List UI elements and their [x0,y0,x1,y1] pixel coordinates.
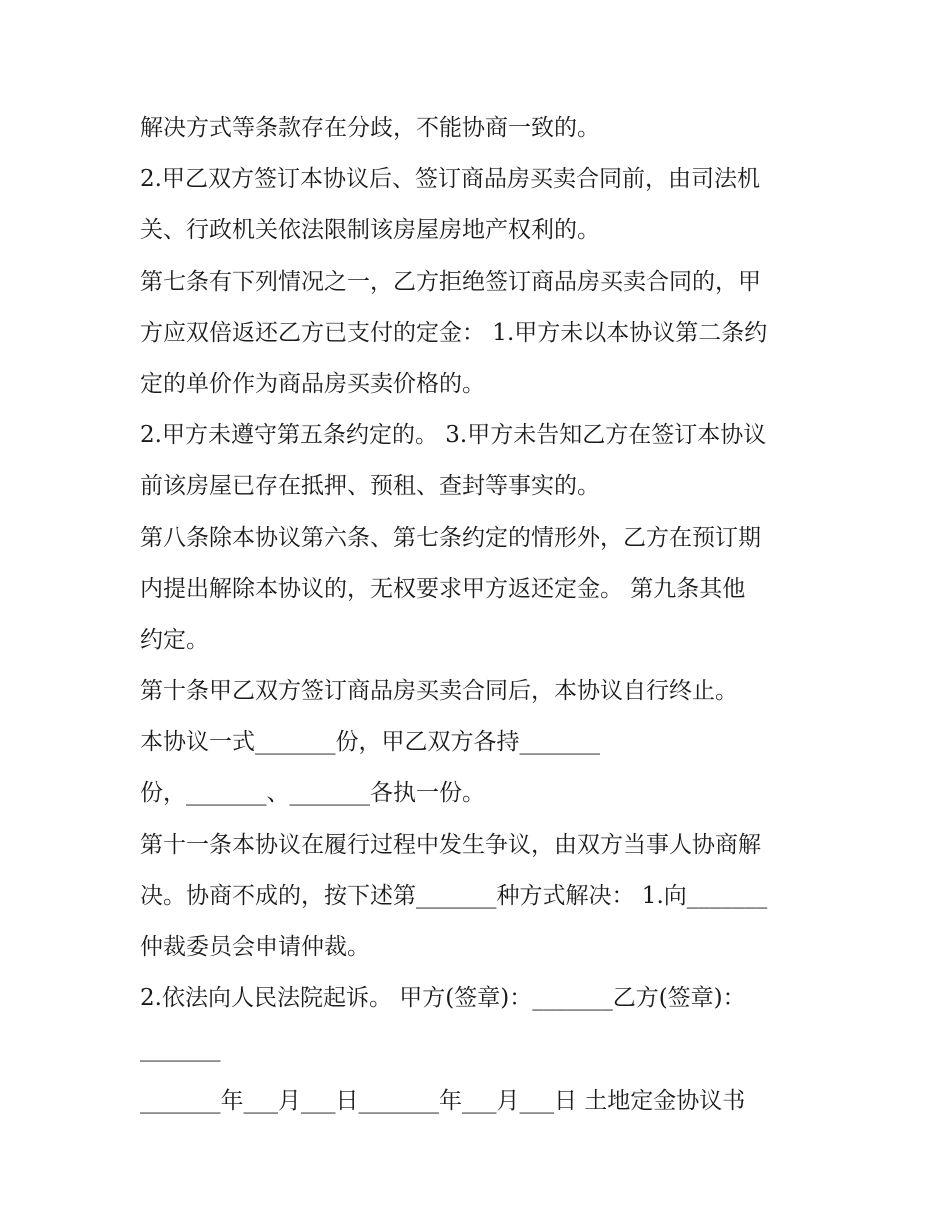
text-line: 仲裁委员会申请仲裁。 [140,934,370,960]
text-line: 解决方式等条款存在分歧，不能协商一致的。 [140,115,600,141]
text-line: 第七条有下列情况之一，乙方拒绝签订商品房买卖合同的，甲 [140,268,761,295]
text-line: 2.依法向人民法院起诉。 甲方(签章)：_______乙方(签章)： [140,985,746,1012]
text-line: 关、行政机关依法限制该房屋房地产权利的。 [140,217,600,244]
text-line: _______年___月___日_______年___月___日 土地定金协议书 [140,1087,746,1114]
text-line: 本协议一式_______份，甲乙双方各持_______ [140,729,600,756]
text-line: 决。协商不成的，按下述第_______种方式解决： 1.向_______ [140,882,768,909]
text-line: 方应双倍返还乙方已支付的定金： 1.甲方未以本协议第二条约 [140,319,768,346]
text-line: 2.甲方未遵守第五条约定的。 3.甲方未告知乙方在签订本协议 [140,422,767,449]
text-line: 第八条除本协议第六条、第七条约定的情形外，乙方在预订期 [140,524,761,551]
text-line: 2.甲乙双方签订本协议后、签订商品房买卖合同前，由司法机 [140,166,760,193]
text-line: 第十一条本协议在履行过程中发生争议，由双方当事人协商解 [140,831,761,858]
text-line: 约定。 [140,626,209,653]
text-line: _______ [140,1036,221,1063]
text-line: 内提出解除本协议的，无权要求甲方返还定金。 第九条其他 [140,575,746,602]
document-body [140,103,830,1127]
text-line: 份，_______、_______各执一份。 [140,780,485,807]
text-line: 第十条甲乙双方签订商品房买卖合同后，本协议自行终止。 [140,678,738,705]
text-line: 前该房屋已存在抵押、预租、查封等事实的。 [140,473,600,500]
text-line: 定的单价作为商品房买卖价格的。 [140,370,485,397]
